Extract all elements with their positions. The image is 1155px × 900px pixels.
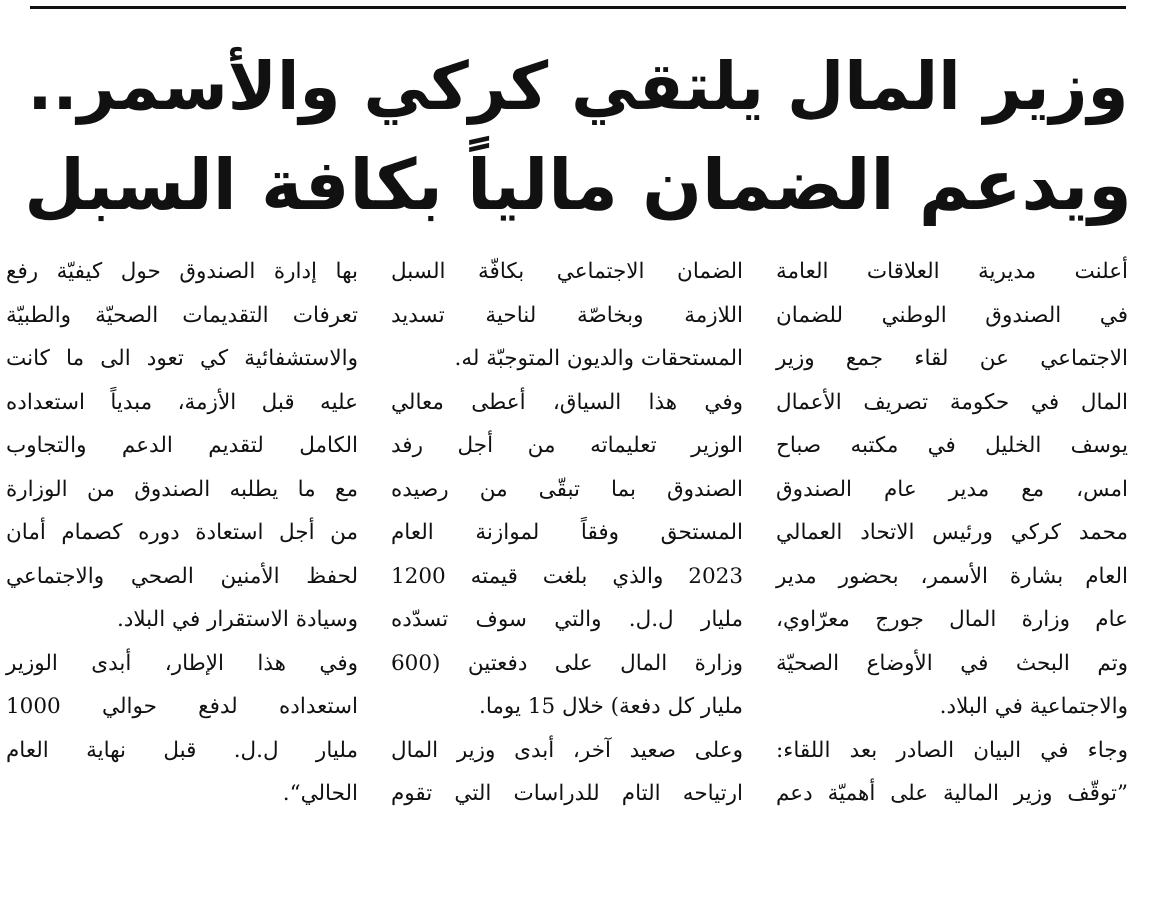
article-line: وزارة المال على دفعتين (600 bbox=[391, 650, 743, 676]
article-line: وتم البحث في الأوضاع الصحيّة bbox=[776, 650, 1128, 676]
article-line: وجاء في البيان الصادر بعد اللقاء: bbox=[776, 737, 1128, 763]
article-line: الكامل لتقديم الدعم والتجاوب bbox=[6, 433, 358, 458]
article-line: 2023 والذي بلغت قيمته 1200 bbox=[391, 563, 743, 589]
article-line: ”توقّف وزير المالية على أهميّة دعم bbox=[776, 781, 1128, 806]
article-line: وسيادة الاستقرار في البلاد. bbox=[116, 607, 358, 632]
article-line: ارتياحه التام للدراسات التي تقوم bbox=[391, 781, 743, 806]
article-line: العام بشارة الأسمر، بحضور مدير bbox=[776, 563, 1128, 589]
article-line: مع ما يطلبه الصندوق من الوزارة bbox=[6, 476, 358, 502]
article-line: المال في حكومة تصريف الأعمال bbox=[776, 389, 1128, 415]
article-line: مليار كل دفعة) خلال 15 يوما. bbox=[479, 694, 743, 719]
article-line: لحفظ الأمنين الصحي والاجتماعي bbox=[6, 563, 358, 589]
article-line: مليار ل.ل. والتي سوف تسدّده bbox=[391, 607, 743, 632]
article-line: عليه قبل الأزمة، مبدياً استعداده bbox=[6, 389, 358, 415]
article-line: وعلى صعيد آخر، أبدى وزير المال bbox=[391, 737, 743, 763]
article-line: اللازمة وبخاصّة لناحية تسديد bbox=[391, 302, 743, 328]
article-line: الحالي“. bbox=[282, 781, 358, 806]
headline-line-1: وزير المال يلتقي كركي والأسمر.. bbox=[27, 48, 1129, 125]
article-line: وفي هذا الإطار، أبدى الوزير bbox=[6, 650, 358, 676]
article-line: تعرفات التقديمات الصحيّة والطبيّة bbox=[6, 302, 358, 328]
article-body bbox=[6, 250, 1128, 890]
article-line: المستحقات والديون المتوجبّة له. bbox=[454, 346, 743, 371]
article-line: والاستشفائية كي تعود الى ما كانت bbox=[6, 346, 358, 371]
article-line: محمد كركي ورئيس الاتحاد العمالي bbox=[776, 520, 1128, 545]
article-line: عام وزارة المال جورج معرّاوي، bbox=[776, 607, 1128, 632]
article-line: من أجل استعادة دوره كصمام أمان bbox=[6, 520, 358, 545]
article-line: المستحق وفقاً لموازنة العام bbox=[391, 520, 743, 545]
article-line: والاجتماعية في البلاد. bbox=[939, 694, 1128, 719]
article-line: يوسف الخليل في مكتبه صباح bbox=[776, 433, 1128, 458]
article-line: الصندوق بما تبقّى من رصيده bbox=[391, 476, 743, 502]
article-column-2 bbox=[391, 250, 743, 816]
top-rule bbox=[30, 6, 1126, 9]
article-line: امس، مع مدير عام الصندوق bbox=[776, 476, 1128, 502]
article-line: بها إدارة الصندوق حول كيفيّة رفع bbox=[6, 259, 358, 284]
article-line: مليار ل.ل. قبل نهاية العام bbox=[6, 737, 358, 763]
article-line: الاجتماعي عن لقاء جمع وزير bbox=[776, 346, 1128, 371]
article-line: أعلنت مديرية العلاقات العامة bbox=[776, 259, 1128, 284]
article-column-3 bbox=[6, 250, 358, 816]
article-line: استعداده لدفع حوالي 1000 bbox=[6, 694, 358, 719]
headline bbox=[20, 38, 1136, 234]
headline-line-2: ويدعم الضمان مالياً بكافة السبل bbox=[24, 144, 1132, 226]
article-line: الوزير تعليماته من أجل رفد bbox=[391, 433, 743, 458]
article-line: وفي هذا السياق، أعطى معالي bbox=[391, 389, 743, 415]
article-line: الضمان الاجتماعي بكافّة السبل bbox=[391, 259, 743, 284]
article-column-1 bbox=[776, 250, 1128, 816]
article-line: في الصندوق الوطني للضمان bbox=[776, 302, 1128, 328]
